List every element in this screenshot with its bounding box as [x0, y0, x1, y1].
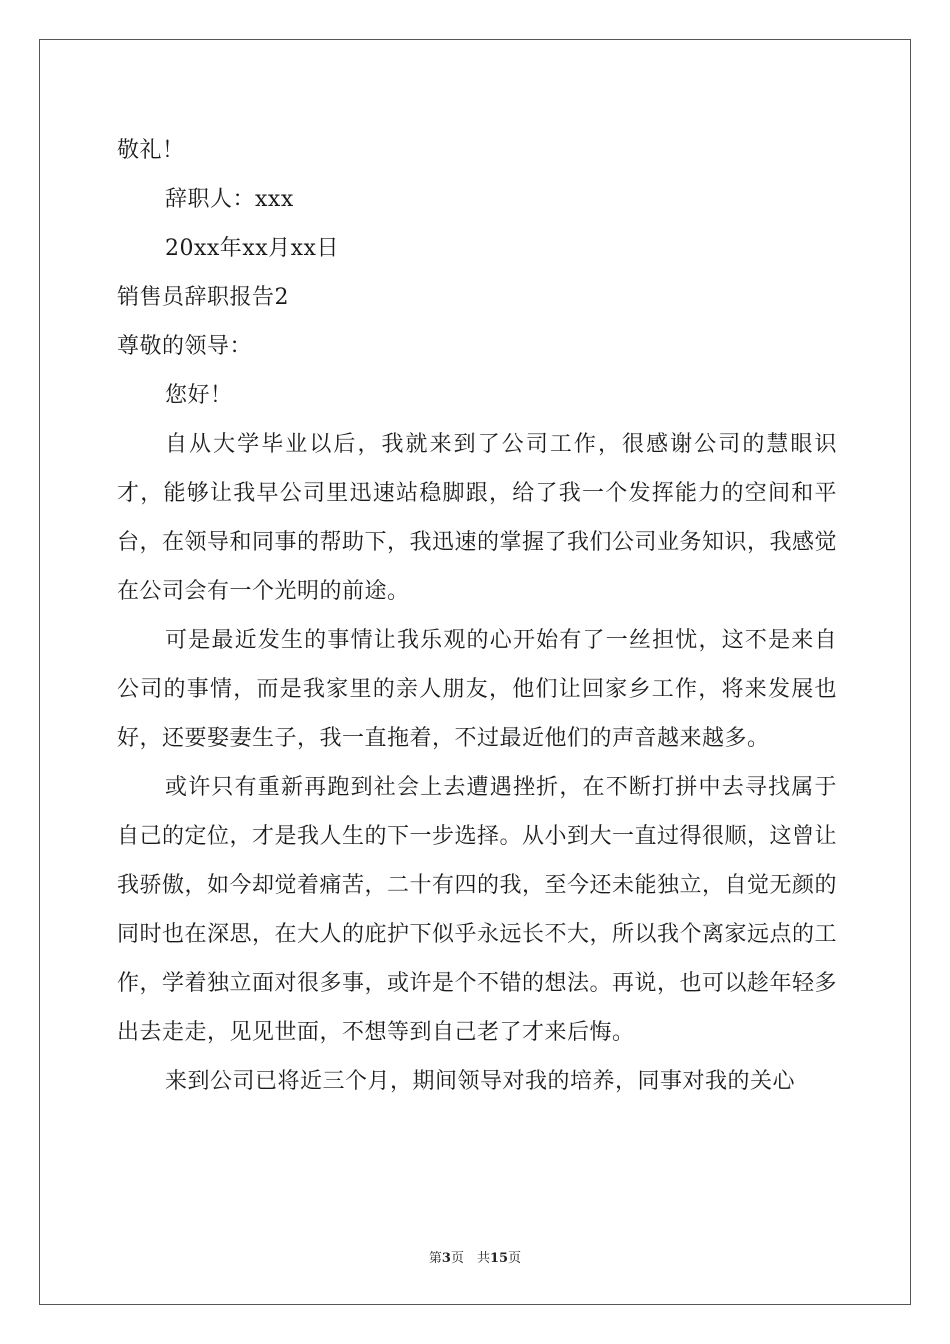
section-title: 销售员辞职报告2	[117, 285, 289, 310]
page-mid: 页 共	[450, 1251, 490, 1266]
page-prefix: 第	[428, 1251, 442, 1266]
body-paragraph: 自从大学毕业以后，我就来到了公司工作，很感谢公司的慧眼识才，能够让我早公司里迅速站稳脚跟，给了我一个发挥能力的空间和平台，在领导和同事的帮助下，我迅速的掌握了我们公司业务知识，我感觉在公司会有一个光明的前途。	[117, 432, 838, 604]
salutation-line: 尊敬的领导：	[117, 334, 253, 359]
date-line: 20xx年xx月xx日	[165, 236, 339, 261]
body-paragraph: 来到公司已将近三个月，期间领导对我的培养，同事对我的关心	[165, 1069, 796, 1094]
signer-line: 辞职人：xxx	[165, 187, 294, 212]
current-page-number: 3	[441, 1251, 451, 1266]
page-footer	[0, 1247, 950, 1266]
total-page-number: 15	[489, 1251, 509, 1266]
document-body	[117, 126, 837, 1106]
body-paragraph: 或许只有重新再跑到社会上去遭遇挫折，在不断打拼中去寻找属于自己的定位，才是我人生的下一步选择。从小到大一直过得很顺，这曾让我骄傲，如今却觉着痛苦，二十有四的我，至今还未能独立，自觉无颜的同时也在深思，在大人的庇护下似乎永远长不大，所以我个离家远点的工作，学着独立面对很多事，或许是个不错的想法。再说，也可以趁年轻多出去走走，见见世面，不想等到自己老了才来后悔。	[117, 775, 838, 1045]
page-suffix: 页	[508, 1251, 522, 1266]
body-paragraph: 可是最近发生的事情让我乐观的心开始有了一丝担忧，这不是来自公司的事情，而是我家里的亲人朋友，他们让回家乡工作，将来发展也好，还要娶妻生子，我一直拖着，不过最近他们的声音越来越多。	[117, 628, 837, 751]
greeting-line: 您好！	[165, 383, 233, 408]
closing-line: 敬礼！	[117, 138, 185, 163]
